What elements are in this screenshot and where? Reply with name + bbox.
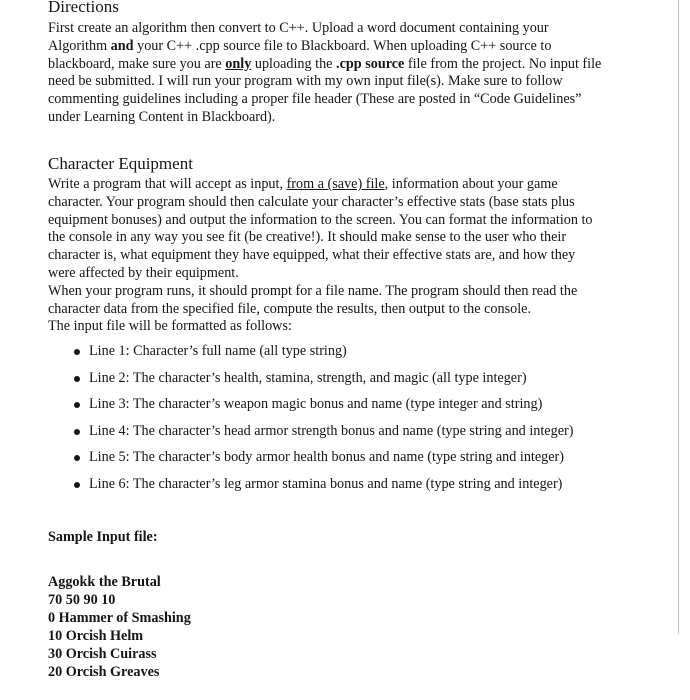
list-item: Line 3: The character’s weapon magic bonus and name (type integer and string) <box>74 396 573 423</box>
bullet-icon <box>74 482 80 488</box>
equipment-line-1: Write a program that will accept as input, from a (save) file, information about your game <box>48 176 558 192</box>
equipment-line-8: character data from the specified file, compute the results, then output to the console. <box>48 300 531 317</box>
equipment-line-4: the console in any way you see fit (be creative!). It should make sense to the user who their <box>48 229 567 246</box>
bullet-icon <box>74 402 80 408</box>
bullet-icon <box>74 349 80 355</box>
equipment-heading: Character Equipment <box>48 154 193 173</box>
emphasis-cpp-source: .cpp source <box>336 55 405 72</box>
equipment-line-5: character is, what equipment they have equipped, what their effective stats are, and how they <box>48 247 576 264</box>
directions-line-6: under Learning Content in Blackboard). <box>48 108 276 125</box>
directions-line-3: blackboard, make sure you are only uploading the .cpp source file from the project. No input file <box>48 55 602 72</box>
emphasis-only: only <box>225 55 252 72</box>
list-item: Line 6: The character’s leg armor stamina bonus and name (type string and integer) <box>74 476 573 503</box>
equipment-line-3: equipment bonuses) and output the information to the screen. You can format the information to <box>48 211 593 228</box>
emphasis-and: and <box>110 37 134 54</box>
list-item: Line 5: The character’s body armor health bonus and name (type string and integer) <box>74 449 573 476</box>
equipment-line-7: When your program runs, it should prompt for a file name. The program should then read the <box>48 282 578 299</box>
from-save-file-underlined: from a (save) file <box>286 176 385 192</box>
sample-line: 20 Orcish Greaves <box>48 664 160 680</box>
list-item: Line 2: The character’s health, stamina, strength, and magic (all type integer) <box>74 370 573 397</box>
directions-line-1: First create an algorithm then convert to C++. Upload a word document containing your <box>48 20 549 36</box>
equipment-line-9: The input file will be formatted as follows: <box>48 318 292 335</box>
bullet-icon <box>74 455 80 461</box>
directions-paragraph <box>48 20 680 127</box>
equipment-line-6: were affected by their equipment. <box>48 264 239 281</box>
equipment-line-2: character. Your program should then calculate your character’s effective stats (base stats plus <box>48 193 575 210</box>
sample-line: Aggokk the Brutal <box>48 574 161 590</box>
equipment-paragraph <box>48 176 680 336</box>
sample-line: 30 Orcish Cuirass <box>48 646 157 662</box>
directions-line-2: Algorithm and your C++ .cpp source file to Blackboard. When uploading C++ source to <box>48 37 552 54</box>
bullet-icon <box>74 429 80 435</box>
list-item: Line 4: The character’s head armor strength bonus and name (type string and integer) <box>74 423 573 450</box>
sample-input-title: Sample Input file: <box>48 529 158 545</box>
bullet-icon <box>74 376 80 382</box>
sample-input-block <box>48 573 191 681</box>
sample-line: 70 50 90 10 <box>48 592 116 608</box>
sample-line: 10 Orcish Helm <box>48 628 144 644</box>
sample-line: 0 Hammer of Smashing <box>48 610 191 626</box>
input-format-list <box>74 343 573 502</box>
directions-line-4: need be submitted. I will run your program with my own input file(s). Make sure to follow <box>48 73 563 90</box>
list-item: Line 1: Character’s full name (all type string) <box>74 343 573 370</box>
directions-heading: Directions <box>48 0 119 16</box>
directions-line-5: commenting guidelines including a proper file header (These are posted in “Code Guidelines” <box>48 91 582 108</box>
